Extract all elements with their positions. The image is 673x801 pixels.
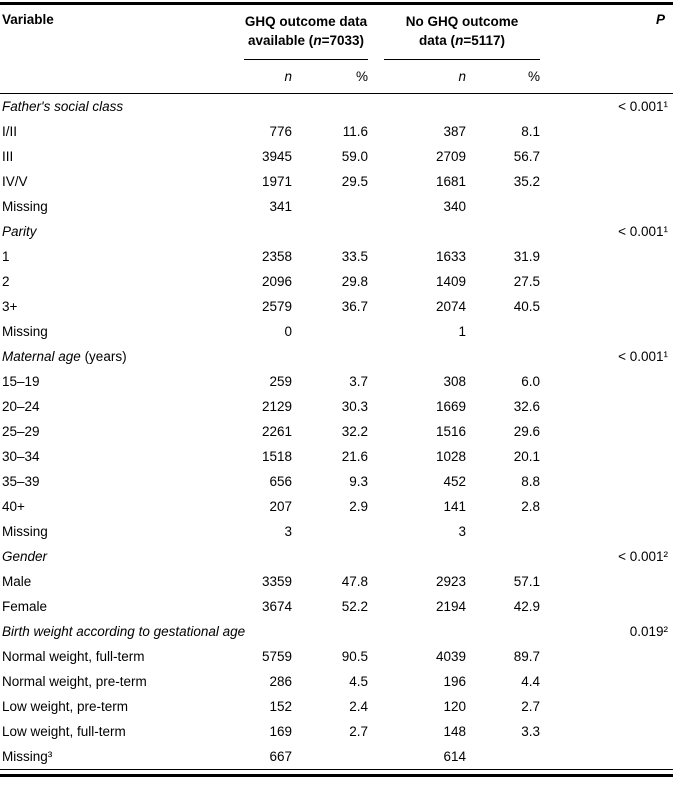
cell-p-value xyxy=(548,469,673,494)
table-row xyxy=(0,494,673,519)
cell-n-group2: 1516 xyxy=(435,424,467,439)
cell-pct-group2: 4.4 xyxy=(521,674,541,689)
cell-n-group2 xyxy=(376,344,474,369)
cell-p-value xyxy=(548,594,673,619)
table-row xyxy=(0,269,673,294)
cell-p-value xyxy=(548,694,673,719)
row-label-text: III xyxy=(2,149,14,164)
cell-pct-group2: 89.7 xyxy=(513,649,541,664)
cell-n-group1: 3674 xyxy=(261,599,292,614)
row-label xyxy=(0,169,236,194)
cell-pct-group2: 57.1 xyxy=(513,574,541,589)
cell-n-group1 xyxy=(236,619,300,644)
cell-n-group1: 2261 xyxy=(261,424,292,439)
row-label-text: 2 xyxy=(2,274,10,289)
cell-n-group2 xyxy=(376,219,474,244)
cell-pct-group1: 33.5 xyxy=(341,249,369,264)
row-label xyxy=(0,669,236,694)
cell-p-value xyxy=(548,294,673,319)
table-row xyxy=(0,444,673,469)
cell-pct-group1: 32.2 xyxy=(341,424,369,439)
cell-n-group1: 1518 xyxy=(261,449,292,464)
group1-n-symbol: n xyxy=(313,33,322,48)
cell-pct-group1: 47.8 xyxy=(341,574,369,589)
table-body xyxy=(0,94,673,770)
cell-pct-group2: 56.7 xyxy=(513,149,541,164)
cell-pct-group2: 40.5 xyxy=(513,299,541,314)
cell-pct-group1: 11.6 xyxy=(342,124,369,139)
cell-p-value: < 0.001¹ xyxy=(618,224,669,239)
cell-n-group1: 2358 xyxy=(261,249,292,264)
cell-n-group1 xyxy=(236,219,300,244)
row-label-text: Maternal age xyxy=(2,349,81,364)
row-label xyxy=(0,544,236,569)
cell-n-group1: 3 xyxy=(284,524,292,539)
category-row xyxy=(0,619,673,644)
table-row xyxy=(0,394,673,419)
cell-pct-group2: 8.1 xyxy=(521,124,541,139)
cell-n-group1: 3945 xyxy=(261,149,292,164)
col-header-n-group1: n xyxy=(236,60,300,94)
cell-pct-group2 xyxy=(474,544,548,569)
row-label-text: 3+ xyxy=(2,299,18,314)
table-row xyxy=(0,144,673,169)
group1-line2-prefix: available ( xyxy=(248,33,314,48)
cell-pct-group2: 3.3 xyxy=(521,724,541,739)
cell-n-group2: 1681 xyxy=(435,174,467,189)
cell-n-group1: 656 xyxy=(269,474,292,489)
cell-pct-group2: 8.8 xyxy=(521,474,541,489)
col-header-n-group2: n xyxy=(376,60,474,94)
col-header-variable: Variable xyxy=(2,12,54,27)
table-row xyxy=(0,744,673,770)
cell-n-group2: 120 xyxy=(443,699,467,714)
row-label-text: Missing xyxy=(2,324,48,339)
cell-p-value: < 0.001¹ xyxy=(618,349,669,364)
cell-n-group2: 2709 xyxy=(435,149,467,164)
cell-n-group2: 196 xyxy=(443,674,467,689)
row-label-text: Father's social class xyxy=(2,99,124,114)
subheader-spacer-right xyxy=(548,60,673,94)
table-row xyxy=(0,469,673,494)
cell-p-value xyxy=(548,669,673,694)
row-label-text: Normal weight, full-term xyxy=(2,649,145,664)
table-row xyxy=(0,644,673,669)
cell-pct-group1: 59.0 xyxy=(341,149,369,164)
row-label-text: 30–34 xyxy=(2,449,40,464)
row-label-text: Low weight, pre-term xyxy=(2,699,129,714)
table-row xyxy=(0,594,673,619)
row-label-text: Birth weight according to gestational age xyxy=(2,624,246,639)
cell-pct-group2 xyxy=(474,744,548,770)
category-row xyxy=(0,94,673,120)
cell-pct-group2 xyxy=(474,319,548,344)
cell-n-group2: 387 xyxy=(443,124,467,139)
group2-line2-suffix: =5117) xyxy=(463,33,505,48)
cell-n-group2: 1 xyxy=(458,324,467,339)
cell-pct-group2: 2.8 xyxy=(521,499,541,514)
row-label xyxy=(0,644,236,669)
cell-n-group1: 286 xyxy=(269,674,292,689)
cell-n-group1: 152 xyxy=(269,699,292,714)
cell-p-value xyxy=(548,494,673,519)
cell-n-group1: 2579 xyxy=(261,299,292,314)
col-group-ghq-available xyxy=(236,4,376,60)
row-label xyxy=(0,594,236,619)
statistics-table xyxy=(0,2,673,770)
col-group-no-ghq xyxy=(376,4,548,60)
row-label xyxy=(0,744,236,770)
row-label xyxy=(0,94,236,120)
table-container xyxy=(0,2,673,777)
cell-p-value xyxy=(548,419,673,444)
row-label xyxy=(0,344,236,369)
cell-pct-group2 xyxy=(474,619,548,644)
cell-n-group1: 5759 xyxy=(261,649,292,664)
category-row xyxy=(0,219,673,244)
cell-n-group2: 2074 xyxy=(435,299,467,314)
cell-pct-group1: 29.5 xyxy=(341,174,369,189)
cell-p-value xyxy=(548,144,673,169)
cell-n-group1 xyxy=(236,544,300,569)
cell-p-value xyxy=(548,719,673,744)
row-label-text: Missing xyxy=(2,524,48,539)
row-label xyxy=(0,269,236,294)
row-label-text: 25–29 xyxy=(2,424,40,439)
cell-n-group2: 3 xyxy=(458,524,467,539)
row-label xyxy=(0,694,236,719)
table-row xyxy=(0,244,673,269)
row-label-text: Low weight, full-term xyxy=(2,724,126,739)
row-label-text: Gender xyxy=(2,549,48,564)
row-label xyxy=(0,119,236,144)
cell-n-group2: 308 xyxy=(443,374,467,389)
cell-pct-group2 xyxy=(474,344,548,369)
cell-n-group1: 259 xyxy=(269,374,292,389)
cell-pct-group1 xyxy=(300,744,376,770)
row-label xyxy=(0,394,236,419)
row-label xyxy=(0,294,236,319)
row-label-text: 1 xyxy=(2,249,10,264)
group1-line1: GHQ outcome data xyxy=(244,14,368,29)
cell-n-group2 xyxy=(376,544,474,569)
cell-pct-group1 xyxy=(300,519,376,544)
subheader-spacer-left xyxy=(0,60,236,94)
cell-p-value xyxy=(548,319,673,344)
row-label-text: Normal weight, pre-term xyxy=(2,674,147,689)
row-label-text: Female xyxy=(2,599,48,614)
table-row xyxy=(0,419,673,444)
row-label xyxy=(0,494,236,519)
cell-n-group1: 207 xyxy=(269,499,292,514)
cell-pct-group1: 30.3 xyxy=(341,399,369,414)
col-header-pct-group2: % xyxy=(474,60,548,94)
cell-p-value xyxy=(548,644,673,669)
cell-n-group1 xyxy=(236,94,300,120)
row-label-text: Missing³ xyxy=(2,749,53,764)
table-row xyxy=(0,194,673,219)
row-label-text: 40+ xyxy=(2,499,25,514)
cell-p-value xyxy=(548,744,673,770)
cell-p-value xyxy=(548,169,673,194)
table-row xyxy=(0,169,673,194)
col-header-pct-group1: % xyxy=(300,60,376,94)
row-label-text: Male xyxy=(2,574,32,589)
row-label xyxy=(0,144,236,169)
table-header xyxy=(0,4,673,94)
cell-n-group2: 4039 xyxy=(435,649,467,664)
cell-n-group2: 141 xyxy=(443,499,467,514)
cell-pct-group1: 90.5 xyxy=(341,649,369,664)
row-label-text: 15–19 xyxy=(2,374,40,389)
cell-n-group1: 3359 xyxy=(261,574,292,589)
cell-n-group2: 452 xyxy=(443,474,467,489)
cell-n-group2 xyxy=(376,619,474,644)
cell-p-value xyxy=(548,394,673,419)
row-label xyxy=(0,419,236,444)
row-label xyxy=(0,369,236,394)
cell-n-group2: 1028 xyxy=(435,449,467,464)
cell-pct-group1 xyxy=(300,219,376,244)
row-label xyxy=(0,194,236,219)
category-row xyxy=(0,544,673,569)
row-label xyxy=(0,444,236,469)
cell-pct-group2 xyxy=(474,519,548,544)
cell-pct-group2: 20.1 xyxy=(513,449,541,464)
cell-p-value xyxy=(548,269,673,294)
cell-pct-group1 xyxy=(300,194,376,219)
cell-pct-group2: 29.6 xyxy=(513,424,541,439)
cell-pct-group1: 21.6 xyxy=(341,449,369,464)
row-label xyxy=(0,619,246,644)
cell-pct-group1: 2.7 xyxy=(349,724,369,739)
cell-n-group1 xyxy=(236,344,300,369)
cell-pct-group2 xyxy=(474,194,548,219)
cell-n-group2: 1669 xyxy=(435,399,467,414)
group1-line2-suffix: =7033) xyxy=(321,33,364,48)
row-label-text: IV/V xyxy=(2,174,28,189)
cell-n-group1: 341 xyxy=(269,199,292,214)
subheader-row xyxy=(0,60,673,94)
cell-pct-group1 xyxy=(300,619,376,644)
group2-line1: No GHQ outcome xyxy=(405,14,519,29)
row-label xyxy=(0,569,236,594)
group2-line2-prefix: data ( xyxy=(419,33,456,48)
cell-n-group1: 169 xyxy=(269,724,292,739)
cell-pct-group2: 2.7 xyxy=(521,699,541,714)
cell-pct-group2: 6.0 xyxy=(521,374,541,389)
cell-pct-group1 xyxy=(300,344,376,369)
row-label xyxy=(0,244,236,269)
group2-n-symbol: n xyxy=(455,33,464,48)
cell-n-group1: 2096 xyxy=(261,274,292,289)
cell-pct-group1 xyxy=(300,319,376,344)
cell-pct-group2 xyxy=(474,94,548,120)
cell-p-value xyxy=(548,194,673,219)
cell-pct-group2: 27.5 xyxy=(513,274,541,289)
row-label-text: Missing xyxy=(2,199,48,214)
cell-n-group2: 1633 xyxy=(435,249,467,264)
table-row xyxy=(0,294,673,319)
table-row xyxy=(0,319,673,344)
cell-n-group1: 2129 xyxy=(261,399,292,414)
cell-pct-group2: 32.6 xyxy=(513,399,541,414)
cell-pct-group2: 31.9 xyxy=(513,249,541,264)
table-row xyxy=(0,519,673,544)
cell-pct-group1: 2.4 xyxy=(349,699,369,714)
cell-pct-group2: 42.9 xyxy=(513,599,541,614)
row-label xyxy=(0,219,236,244)
row-label-text: 20–24 xyxy=(2,399,40,414)
category-row xyxy=(0,344,673,369)
cell-pct-group1: 9.3 xyxy=(349,474,369,489)
row-label-suffix: (years) xyxy=(80,349,127,364)
cell-n-group2: 2923 xyxy=(435,574,467,589)
cell-n-group2: 2194 xyxy=(435,599,467,614)
cell-p-value xyxy=(548,369,673,394)
cell-pct-group1: 36.7 xyxy=(341,299,369,314)
row-label-text: Parity xyxy=(2,224,37,239)
cell-n-group2: 614 xyxy=(376,744,474,770)
cell-pct-group1: 3.7 xyxy=(349,374,369,389)
cell-p-value xyxy=(548,119,673,144)
table-row xyxy=(0,569,673,594)
table-row xyxy=(0,694,673,719)
row-label xyxy=(0,519,236,544)
cell-n-group2: 148 xyxy=(443,724,467,739)
cell-p-value: < 0.001¹ xyxy=(618,99,669,114)
cell-p-value xyxy=(548,244,673,269)
cell-n-group2: 340 xyxy=(443,199,467,214)
cell-pct-group1: 4.5 xyxy=(349,674,369,689)
cell-n-group1: 0 xyxy=(284,324,292,339)
table-row xyxy=(0,119,673,144)
cell-pct-group1: 52.2 xyxy=(341,599,369,614)
cell-pct-group1 xyxy=(300,94,376,120)
cell-n-group2: 1409 xyxy=(435,274,467,289)
row-label-text: I/II xyxy=(2,124,18,139)
col-header-p: P xyxy=(656,12,666,27)
cell-n-group1: 667 xyxy=(236,744,300,770)
cell-pct-group1 xyxy=(300,544,376,569)
row-label xyxy=(0,469,236,494)
cell-p-value xyxy=(548,569,673,594)
table-row xyxy=(0,669,673,694)
cell-n-group1: 776 xyxy=(269,124,292,139)
group-header-row xyxy=(0,4,673,60)
cell-pct-group2: 35.2 xyxy=(513,174,541,189)
cell-p-value: < 0.001² xyxy=(618,549,669,564)
table-row xyxy=(0,369,673,394)
table-row xyxy=(0,719,673,744)
cell-pct-group1: 2.9 xyxy=(349,499,369,514)
cell-pct-group2 xyxy=(474,219,548,244)
cell-n-group1: 1971 xyxy=(261,174,292,189)
cell-pct-group1: 29.8 xyxy=(341,274,369,289)
cell-p-value xyxy=(548,519,673,544)
row-label-text: 35–39 xyxy=(2,474,40,489)
cell-n-group2 xyxy=(376,94,474,120)
cell-p-value xyxy=(548,444,673,469)
row-label xyxy=(0,319,236,344)
row-label xyxy=(0,719,236,744)
cell-p-value: 0.019² xyxy=(629,624,669,639)
